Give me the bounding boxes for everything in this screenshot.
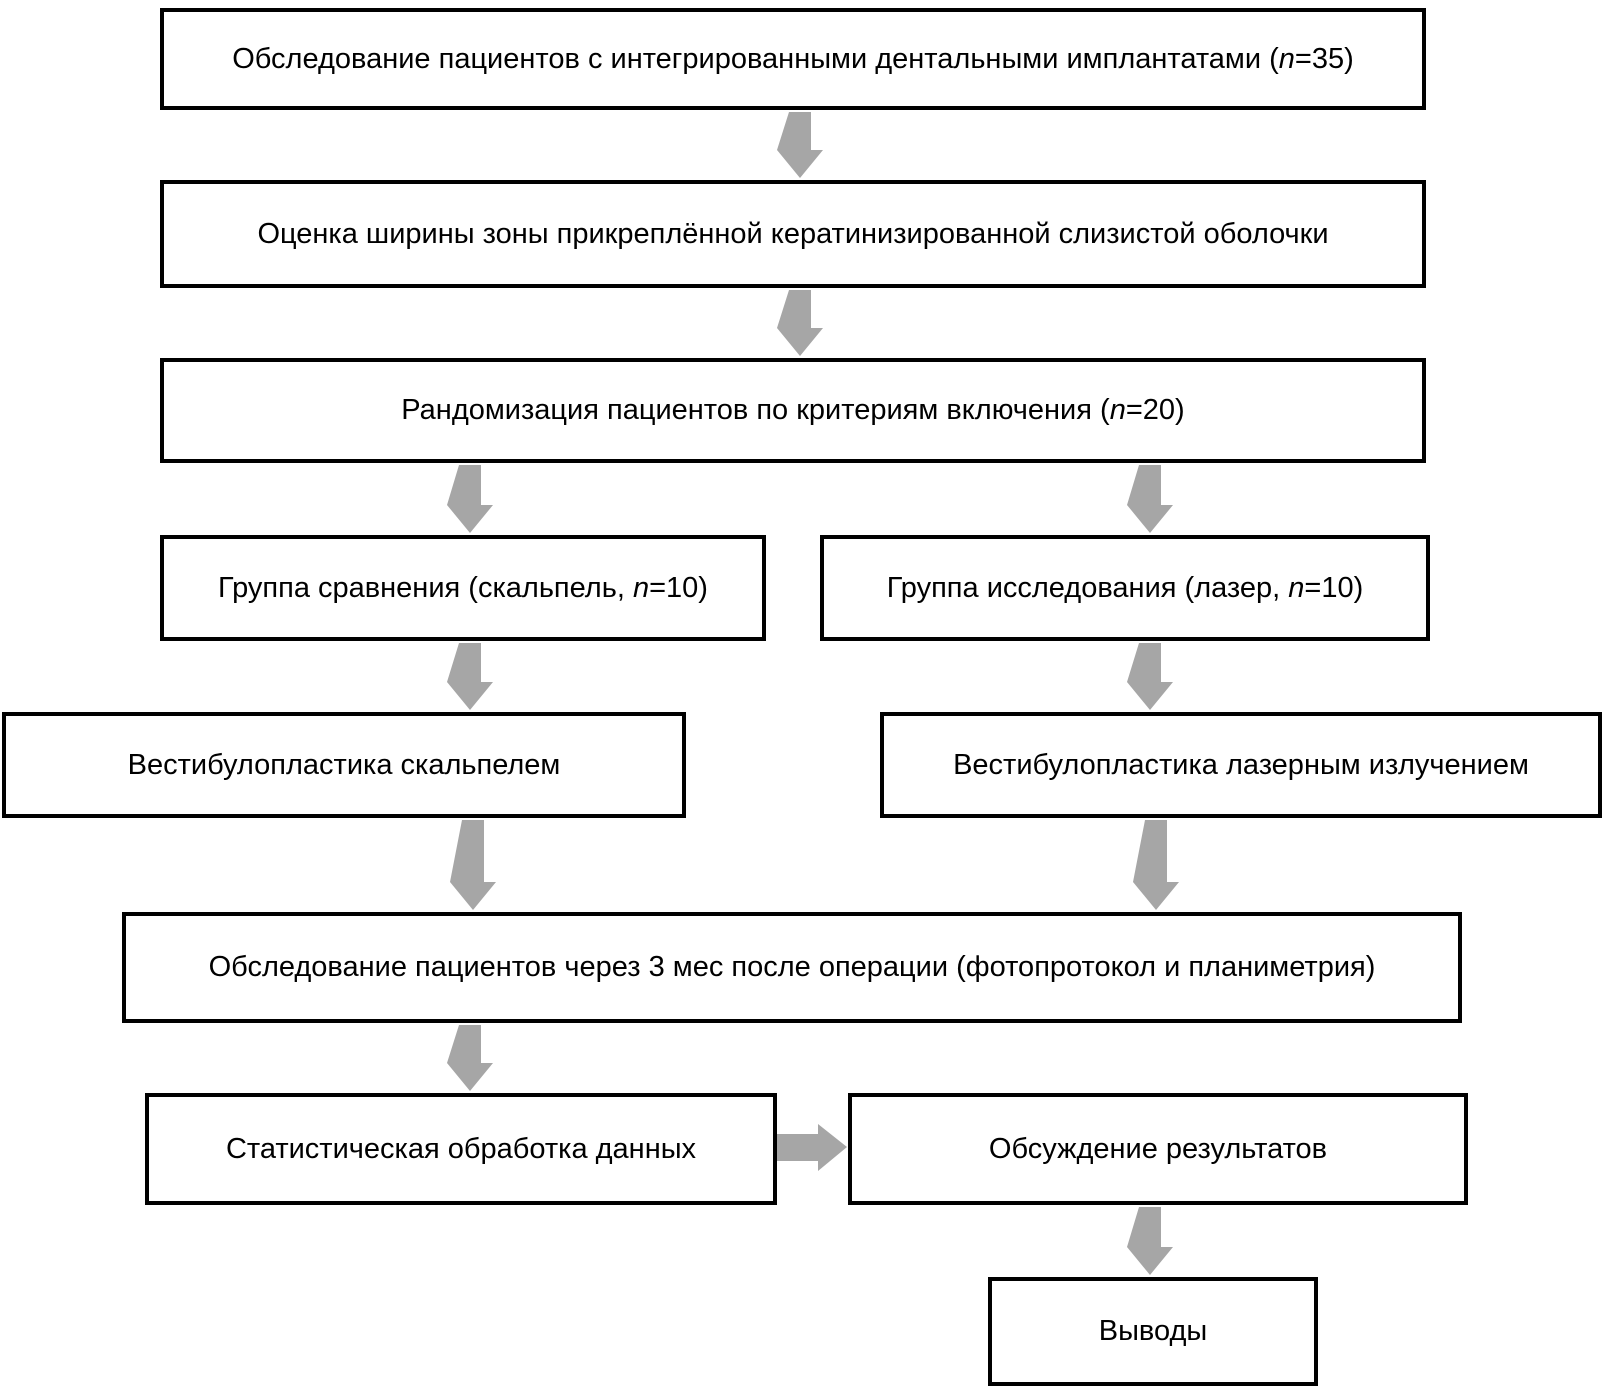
node-followup-examination bbox=[122, 912, 1462, 1023]
node-text: Выводы bbox=[1098, 1315, 1208, 1348]
arrow-down-icon bbox=[450, 820, 496, 910]
node-text: Рандомизация пациентов по критериям включения (n=20) bbox=[401, 394, 1185, 427]
node-text: Оценка ширины зоны прикреплённой кератинизированной слизистой оболочки bbox=[257, 217, 1329, 250]
node-vestibuloplasty-laser bbox=[880, 712, 1602, 818]
node-text: Обсуждение результатов bbox=[988, 1132, 1328, 1165]
arrow-down-icon bbox=[1127, 643, 1173, 710]
node-text: Группа исследования (лазер, n=10) bbox=[886, 571, 1364, 604]
arrow-right-icon bbox=[777, 1124, 847, 1171]
node-patient-examination bbox=[160, 8, 1426, 110]
arrow-down-icon bbox=[447, 643, 493, 710]
arrow-down-icon bbox=[447, 1025, 493, 1091]
node-randomization bbox=[160, 358, 1426, 463]
node-conclusions bbox=[988, 1277, 1318, 1386]
node-text: Вестибулопластика скальпелем bbox=[127, 748, 561, 781]
node-statistical-processing bbox=[145, 1093, 777, 1205]
node-text: Группа сравнения (скальпель, n=10) bbox=[218, 571, 708, 604]
node-results-discussion bbox=[848, 1093, 1468, 1205]
node-text: Вестибулопластика лазерным излучением bbox=[953, 748, 1529, 781]
node-text: Обследование пациентов с интегрированными дентальными имплантатами (n=35) bbox=[232, 42, 1354, 75]
node-vestibuloplasty-scalpel bbox=[2, 712, 686, 818]
node-study-group bbox=[820, 535, 1430, 641]
arrow-down-icon bbox=[447, 465, 493, 533]
arrow-down-icon bbox=[777, 290, 823, 356]
arrow-down-icon bbox=[1127, 1207, 1173, 1275]
node-mucosa-width-assessment bbox=[160, 180, 1426, 288]
arrow-down-icon bbox=[1133, 820, 1179, 910]
arrow-down-icon bbox=[1127, 465, 1173, 533]
node-comparison-group bbox=[160, 535, 766, 641]
arrow-down-icon bbox=[777, 112, 823, 178]
node-text: Статистическая обработка данных bbox=[225, 1132, 697, 1165]
node-text: Обследование пациентов через 3 мес после операции (фотопротокол и планиметрия) bbox=[208, 951, 1376, 984]
